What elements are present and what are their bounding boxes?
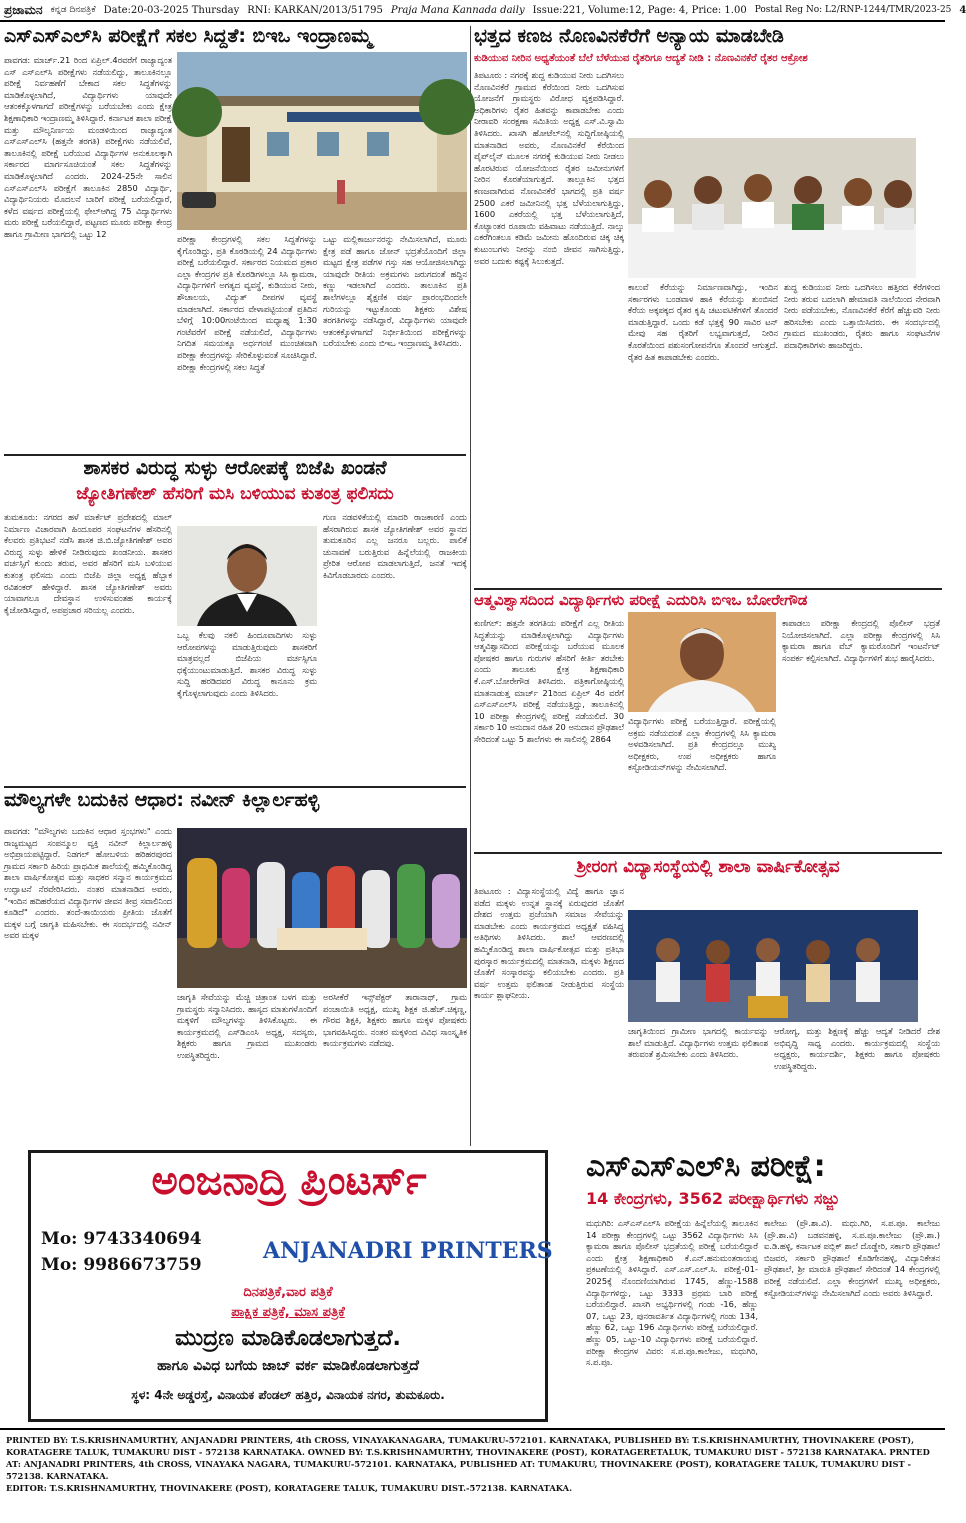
headline-sslc-madhugiri: ಎಸ್‌ಎಸ್‌ಎಲ್‌ಸಿ ಪರೀಕ್ಷೆ: bbox=[586, 1149, 826, 1184]
article-bjp-col3: ಗುಣ ನಡವಳಿಕೆಯಲ್ಲಿ ಮಾದರಿ ರಾಜಕಾರಣಿ ಎಂದು ಹೆಸರಾಗಿರುವ ಶಾಸಕ ಜ್ಯೋತಿಗಣೇಶ್ ಅವರ ಸ್ಥಾನದ ತುಮಕೂರಿನ ಎಲ್ಲ ಜನರೂ ಬಲ್ಲರು. ಪಾಲಿಕೆ ಚುನಾವಣೆ ಬರುತ್ತಿರುವ ಹಿನ್ನೆಲೆಯಲ್ಲಿ ರಾಜಕೀಯ ಪ್ರೇರಿತ ಆರೋಪ ಮಾಡಲಾಗುತ್ತಿದೆ, ಜನತೆ ಇದಕ್ಕೆ ಕಿವಿಗೊಡಬಾರದು ಎಂದರು. bbox=[323, 512, 467, 580]
mla-portrait-photo bbox=[177, 526, 317, 626]
press-meet-photo bbox=[628, 138, 916, 278]
ad-name-kannada: ಅಂಜನಾದ್ರಿ ಪ್ರಿಂಟರ್ಸ್ bbox=[151, 1158, 427, 1204]
page-number: 4 bbox=[959, 4, 966, 16]
article-sslc-madhugiri-col2: ಕಾಲೇಜು (ಪ್ರೌ.ಶಾ.ವಿ). ಮಧು.ಗಿರಿ, ಸ.ಪ.ಪೂ. ಕಾಲೇಜು (ಪ್ರೌ.ಶಾ.ವಿ) ಬಡವನಹಳ್ಳಿ, ಸ.ಪ.ಪೂ.ಕಾಲೇಜು (ಪ್ರೌ.ಶಾ.) ಐ.ಡಿ.ಹಳ್ಳಿ, ಕರ್ನಾಟಕ ಪಬ್ಲಿಕ್ ಶಾಲೆ ದೊಡ್ಡೇರಿ, ಸರ್ಕಾರಿ ಪ್ರೌಢಶಾಲೆ ಬಿಜವರ, ಸರ್ಕಾರಿ ಪ್ರೌಢಶಾಲೆ ಕೊಡಿಗೇನಹಳ್ಳಿ, ವಿದ್ಯಾನಿಕೇತನ ಪ್ರೌಢಶಾಲೆ, ಶ್ರೀ ಮಾರುತಿ ಪ್ರೌಢಶಾಲೆ ಸೇರಿದಂತೆ 14 ಕೇಂದ್ರಗಳಲ್ಲಿ ಪರೀಕ್ಷೆ ನಡೆಯಲಿದೆ. ಎಲ್ಲಾ ಕೇಂದ್ರಗಳಿಗೆ ಮುಖ್ಯ ಅಧೀಕ್ಷಕರು, ಕಸ್ಟೋಡಿಯನ್‌ಗಳನ್ನು ನೇಮಿಸಲಾಗಿದೆ ಎಂದು ಅವರು ತಿಳಿಸಿದ್ದಾರೆ. bbox=[764, 1218, 940, 1298]
newspaper-logo: ಪ್ರಜಾಮನ bbox=[4, 2, 43, 17]
ad-line-3: ಮುದ್ರಣ ಮಾಡಿಕೊಡಲಾಗುತ್ತದೆ. bbox=[175, 1326, 401, 1351]
section-divider bbox=[4, 454, 466, 456]
school-event-photo bbox=[177, 828, 467, 988]
article-bjp-col2: ಒಬ್ಬ ಕೆಲವು ನಕಲಿ ಹಿಂದೂವಾದಿಗಳು ಸುಳ್ಳು ಆರೋಪಗಳನ್ನು ಮಾಡುತ್ತಿರುವುದು ಶಾಸಕರಿಗೆ ಮಾತ್ರವಲ್ಲದೆ ಬಿಜೆಪಿಯ ವರ್ಚಸ್ಸಿಗೂ ಧಕ್ಕೆಯುಂಟುಮಾಡುತ್ತಿದೆ. ಶಾಸಕರ ವಿರುದ್ಧ ಸುಳ್ಳು ಸುದ್ದಿ ಹರಡಿದವರ ವಿರುದ್ಧ ಕಾನೂನು ಕ್ರಮ ಕೈಗೊಳ್ಳಲಾಗುವುದು ಎಂದು ತಿಳಿಸಿದರು. bbox=[177, 630, 317, 698]
imprint-footer bbox=[0, 1428, 945, 1523]
article-boregowda-col1: ಕುಣಿಗಲ್: ಹತ್ತನೇ ತರಗತಿಯ ಪರೀಕ್ಷೆಗೆ ಎಲ್ಲ ರೀತಿಯ ಸಿದ್ಧತೆಯನ್ನು ಮಾಡಿಕೊಳ್ಳಲಾಗಿದ್ದು ವಿದ್ಯಾರ್ಥಿಗಳು ಆತ್ಮವಿಶ್ವಾಸದಿಂದ ಪರೀಕ್ಷೆಯನ್ನು ಬರೆಯುವ ಮೂಲಕ ಪೋಷಕರ ಹಾಗೂ ಗುರುಗಳ ಹೆಸರಿಗೆ ಕೀರ್ತಿ ತರಬೇಕು ಎಂದು ತಾಲೂಕು ಕ್ಷೇತ್ರ ಶಿಕ್ಷಣಾಧಿಕಾರಿ ಕೆ.ಎಸ್.ಬೋರೇಗೌಡ ತಿಳಿಸಿದರು. ಪತ್ರಿಕಾಗೋಷ್ಠಿಯಲ್ಲಿ ಮಾತನಾಡುತ್ತ ಮಾರ್ಚ್ 21ರಿಂದ ಏಪ್ರಿಲ್ 4ರ ವರೆಗೆ ಎಸ್ಎಸ್ಎಲ್‌ಸಿ ಪರೀಕ್ಷೆ ನಡೆಯುತ್ತಿದ್ದು, ತಾಲೂಕಿನಲ್ಲಿ 10 ಪರೀಕ್ಷಾ ಕೇಂದ್ರಗಳಲ್ಲಿ ಪರೀಕ್ಷೆ ನಡೆಯಲಿದೆ. 30 ಸರ್ಕಾರಿ 10 ಅನುದಾನ ರಹಿತ 20 ಅನುದಾನ ಪ್ರೌಢಶಾಲೆ ಸೇರಿದಂತೆ ಒಟ್ಟು 5 ಶಾಲೆಗಳು ಈ ಸಾಲಿನಲ್ಲಿ 2864 bbox=[474, 618, 624, 744]
date: Date:20-03-2025 Thursday bbox=[103, 4, 240, 16]
rni: RNI: KARKAN/2013/51795 bbox=[247, 4, 383, 16]
ad-phone-1: Mo: 9743340694 bbox=[41, 1229, 202, 1249]
article-nonavinakere-col2: ಕಾಲುವೆ ಕೆರೆಯನ್ನು ನಿರ್ಮಾಣವಾಗಿದ್ದು, ಇಂದಿನ ಸರ್ಕಾರಗಳು ಬಂಡವಾಳ ಹಾಕಿ ಕೆರೆಯನ್ನು ತುಂಬಿಸದೆ ಕೆರೆಯ ಅಕ್ಕಪಕ್ಕದ ರೈತರ ಕೃಷಿ ಚಟುವಟಿಕೆಗಳಿಗೆ ತೊಂದರೆ ಮಾಡುತ್ತಿದ್ದಾರೆ. ಒಂದು ಕಡೆ ಭತ್ತಕ್ಕೆ 90 ಸಾವಿರ ಟನ್ ಮೇವು ಸಹ ರೈತರಿಗೆ ಲಭ್ಯವಾಗುತ್ತದೆ, ನೀರಿನ ಕೊರತೆಯಿಂದ ಪಶುಸಂಗೋಪನೆಗೂ ತೊಂದರೆ ಆಗುತ್ತದೆ. ರೈತರ ಹಿತ ಕಾಪಾಡಬೇಕು ಎಂದರು. bbox=[628, 282, 778, 362]
subhead-bjp: ಜ್ಯೋತಿಗಣೇಶ್ ಹೆಸರಿಗೆ ಮಸಿ ಬಳಿಯುವ ಕುತಂತ್ರ ಫಲಿಸದು bbox=[76, 484, 394, 504]
tagline: ಕನ್ನಡ ದಿನಪತ್ರಿಕೆ bbox=[50, 5, 96, 15]
headline-nonavinakere: ಭತ್ತದ ಕಣಜ ನೊಣವಿನಕೆರೆಗೆ ಅನ್ಯಾಯ ಮಾಡಬೇಡಿ bbox=[474, 25, 784, 47]
ad-line-2: ಪಾಕ್ಷಿಕ ಪತ್ರಿಕೆ, ಮಾಸ ಪತ್ರಿಕೆ bbox=[231, 1305, 345, 1320]
ad-line-4: ಹಾಗೂ ವಿವಿಧ ಬಗೆಯ ಜಾಬ್ ವರ್ಕ ಮಾಡಿಕೊಡಲಾಗುತ್ತದೆ bbox=[157, 1358, 419, 1374]
headline-boregowda: ಆತ್ಮವಿಶ್ವಾಸದಿಂದ ವಿದ್ಯಾರ್ಥಿಗಳು ಪರೀಕ್ಷೆ ಎದುರಿಸಿ ಬಿಇಒ ಬೋರೇಗೌಡ bbox=[474, 591, 808, 609]
editor-line: EDITOR: T.S.KRISHNAMURTHY, THOVINAKERE (POST), KORATAGERE TALUK, TUMAKURU DIST.-572138. KARNATAKA. bbox=[6, 1483, 572, 1493]
masthead bbox=[0, 0, 966, 22]
section-divider bbox=[474, 588, 942, 590]
imprint-text: PRINTED BY: T.S.KRISHNAMURTHY, ANJANADRI PRINTERS, 4th CROSS, VINAYAKANAGARA, TUMAKURU-572101. KARNATAKA, PUBLISHED BY: T.S.KRISHNAMURTHY, THOVINAKERE (POST), KORATAGERE TALUK, TUMAKURU DIST - 572138 KARNATAKA. OWNED BY: T.S.KRISHNAMURTHY, THOVINAKERE (POST), KORATAGERETALUK, TUMAKURU DIST - 572138 KARNATAKA. PRNTED AT: ANJANADRI PRINTERS, 4th CROSS, VINAYAKA NAGARA, TUMAKURU-572101. KARNATAKA, PUBLISHED AT: TUMAKURU, THOVINAKERE (POST), KORATAGERE TALUK, TUMAKURU DIST - 572138. KARNATAKA. bbox=[6, 1435, 930, 1481]
ad-address: ಸ್ಥಳ: 4ನೇ ಅಡ್ಡರಸ್ತೆ, ವಿನಾಯಕ ಪೆಂಡಲ್ ಹತ್ತಿರ, ವಿನಾಯಕ ನಗರ, ತುಮಕೂರು. bbox=[131, 1388, 445, 1402]
school-building-photo bbox=[177, 52, 467, 230]
issue-info: Issue:221, Volume:12, Page: 4, Price: 1.00 bbox=[532, 4, 747, 16]
ad-name-english: ANJANADRI PRINTERS bbox=[263, 1238, 553, 1264]
headline-srirang: ಶ್ರೀರಂಗ ವಿದ್ಯಾಸಂಸ್ಥೆಯಲ್ಲಿ ಶಾಲಾ ವಾರ್ಷಿಕೋತ್ಸವ bbox=[576, 857, 840, 877]
section-divider bbox=[4, 786, 466, 788]
article-bjp-col1: ತುಮಕೂರು: ನಗರದ ಹಳೆ ಮಾರ್ಕೆಟ್ ಪ್ರದೇಶದಲ್ಲಿ ಮಾಲ್ ನಿರ್ಮಾಣ ವಿಚಾರವಾಗಿ ಹಿಂದೂಪರ ಸಂಘಟನೆಗಳ ಹೆಸರಿನಲ್ಲಿ ಕೆಲವರು ಪ್ರತಿಭಟನೆ ನಡೆಸಿ ಶಾಸಕ ಜಿ.ಬಿ.ಜ್ಯೋತಿಗಣೇಶ್ ಅವರ ವಿರುದ್ಧ ಸುಳ್ಳು ಹೇಳಿಕೆ ನೀಡಿರುವುದು ಖಂಡನೀಯ. ಶಾಸಕರ ವರ್ಚಸ್ಸಿಗೆ ಕುಂದು ತರುವ, ಅವರ ಹೆಸರಿಗೆ ಮಸಿ ಬಳಿಯುವ ಕುತಂತ್ರ ಫಲಿಸದು ಎಂದು ಬಿಜೆಪಿ ಜಿಲ್ಲಾ ಅಧ್ಯಕ್ಷ ಹೆಬ್ಬಾಕ ರವಿಶಂಕರ್ ಹೇಳಿದ್ದಾರೆ. ಶಾಸಕ ಜ್ಯೋತಿಗಣೇಶ್ ಅವರು ಯಾವಾಗಲೂ ದೇವಸ್ಥಾನ ಉಳಿಸುವಂತಹ ಕಾರ್ಯಕ್ಕೆ ಕೈಜೋಡಿಸಿದ್ದಾರೆ, ಅಪಪ್ರಚಾರ ಸರಿಯಲ್ಲ ಎಂದರು. bbox=[4, 512, 172, 615]
article-boregowda-col3: ಕಾಪಾಡಲು ಪರೀಕ್ಷಾ ಕೇಂದ್ರದಲ್ಲಿ ಪೊಲೀಸ್ ಭದ್ರತೆ ನಿಯೋಜಿಸಲಾಗಿದೆ. ಎಲ್ಲಾ ಪರೀಕ್ಷಾ ಕೇಂದ್ರಗಳಲ್ಲಿ ಸಿಸಿ ಕ್ಯಾಮರಾ ಹಾಗೂ ವೆಬ್ ಕ್ಯಾಮರೊಂದಿಗೆ ಇಂಟರ್ನೆಟ್ ಸಂಪರ್ಕ ಕಲ್ಪಿಸಲಾಗಿದೆ. ವಿದ್ಯಾರ್ಥಿಗಳಿಗೆ ಶುಭ ಹಾರೈಸಿದರು. bbox=[782, 618, 940, 663]
article-naveen-col1: ಪಾವಗಡ: "ಮೌಲ್ಯಗಳು ಬದುಕಿನ ಆಧಾರ ಸ್ತಂಭಗಳು" ಎಂದು ರಾಜ್ಯಮಟ್ಟದ ಸಂಪನ್ಮೂಲ ವ್ಯಕ್ತಿ ನವೀನ್ ಕಿಲ್ಲಾರ್ಲಹಳ್ಳಿ ಅಭಿಪ್ರಾಯಪಟ್ಟಿದ್ದಾರೆ. ನಿಡಗಲ್ ಹೋಬಳಿಯ ಹರಿಹರಪುರದ ಗ್ರಾಮದ ಸರ್ಕಾರಿ ಹಿರಿಯ ಪ್ರಾಥಮಿಕ ಶಾಲೆಯಲ್ಲಿ ಹಮ್ಮಿಕೊಂಡಿದ್ದ ಶಾಲಾ ವಾರ್ಷಿಕೋತ್ಸವ ಮತ್ತು ಸಾಧಕರ ಸನ್ಮಾನ ಕಾರ್ಯಕ್ರಮದ ಉದ್ಘಾಟನೆ ನೆರವೇರಿಸಿದರು. ನಂತರ ಮಾತನಾಡಿದ ಅವರು, "ಇಂದಿನ ಹದಿಹರೆಯದ ವಿದ್ಯಾರ್ಥಿಗಳ ಜೀವನ ತೀವ್ರ ಸವಾಲಿನಿಂದ ಕೂಡಿದೆ" ಎಂದರು. ತಂದೆ-ತಾಯಿಯರು ಪ್ರೀತಿಯ ಜೊತೆಗೆ ಮಕ್ಕಳ ಬಗ್ಗೆ ಜಾಗೃತಿ ಮಹಿಸಬೇಕು. ಈ ಸಂದರ್ಭದಲ್ಲಿ ನವೀನ್ ಅವರ ಮಕ್ಕಳ bbox=[4, 826, 172, 941]
subhead-sslc-madhugiri: 14 ಕೇಂದ್ರಗಳು, 3562 ಪರೀಕ್ಷಾರ್ಥಿಗಳು ಸಜ್ಜು bbox=[586, 1189, 840, 1208]
postal-reg: Postal Reg No: L2/RNP-1244/TMR/2023-25 bbox=[754, 5, 952, 15]
article-sslc-ready-col3: ಒಟ್ಟು ಮಲ್ಲಿಕಾರ್ಜುನರನ್ನು ನೇಮಿಸಲಾಗಿದೆ, ಮೂರು ಕ್ಷೇತ್ರ ಪಡೆ ಹಾಗೂ ಜೋನ್ ಭದ್ರತೆಯೊಂದಿಗೆ ಜಿಲ್ಲಾ ಮಟ್ಟದ ಕ್ಷೇತ್ರ ಪಡೆಗಳ ಗಸ್ತು ಸಹ ಆಯೋಜಿಸಲಾಗಿದ್ದು ಯಾವುದೇ ರೀತಿಯ ಅಕ್ರಮಗಳು ಜರುಗದಂತೆ ಹದ್ದಿನ ಕಣ್ಣು ಇಡಲಾಗಿದೆ ಎಂದರು. ತಾಲೂಕಿನ ಪ್ರತಿ ಶಾಲೆಗಳಲ್ಲೂ ಶೈಕ್ಷಣಿಕ ವರ್ಷ ಪ್ರಾರಂಭದಿಂದಲೇ ಗುರಿಯನ್ನು ಇಟ್ಟುಕೊಂಡು ಶಿಕ್ಷಕರು ವಿಶೇಷ ತರಗತಿಗಳನ್ನು ನಡೆಸಿದ್ದಾರೆ, ವಿದ್ಯಾರ್ಥಿಗಳು ಯಾವುದೇ ಆತಂಕಕ್ಕೊಳಗಾಗದೆ ನಿರ್ಭೀತಿಯಿಂದ ಪರೀಕ್ಷೆಗಳನ್ನು ಬರೆಯಬೇಕು ಎಂದು ಬಿಇಒ ಇಂದ್ರಾಣಮ್ಮ ತಿಳಿಸಿದರು. bbox=[323, 234, 467, 349]
beo-portrait-photo bbox=[628, 612, 776, 712]
article-srirang-col3: ಆರೋಗ್ಯ, ಮತ್ತು ಶಿಕ್ಷಣಕ್ಕೆ ಹೆಚ್ಚು ಆದ್ಯತೆ ನೀಡಿದರೆ ದೇಶ ಅಭಿವೃದ್ಧಿ ಸಾಧ್ಯ ಎಂದರು. ಕಾರ್ಯಕ್ರಮದಲ್ಲಿ ಸಂಸ್ಥೆಯ ಅಧ್ಯಕ್ಷರು, ಕಾರ್ಯದರ್ಶಿ, ಶಿಕ್ಷಕರು ಹಾಗೂ ಪೋಷಕರು ಉಪಸ್ಥಿತರಿದ್ದರು. bbox=[774, 1026, 940, 1071]
anjanadri-printers-ad bbox=[28, 1150, 553, 1422]
article-naveen-col2: ಜಾಗೃತಿ ಸೇವೆಯನ್ನು ಮೆಚ್ಚಿ ಚಿತ್ರಾಂತ ಬಳಗ ಮತ್ತು ಗ್ರಾಮಸ್ಥರು ಸನ್ಮಾನಿಸಿದರು. ಹಾಸ್ಯದ ಮಾತುಗಳೊಂದಿಗೆ ಮಕ್ಕಳಿಗೆ ಮೌಲ್ಯಗಳನ್ನು ತಿಳಿಸಿಕೊಟ್ಟರು. ಈ ಕಾರ್ಯಕ್ರಮದಲ್ಲಿ ಎಸ್‌ಡಿಎಂಸಿ ಅಧ್ಯಕ್ಷ, ಸದಸ್ಯರು, ಶಿಕ್ಷಕರು ಹಾಗೂ ಗ್ರಾಮದ ಮುಖಂಡರು ಉಪಸ್ಥಿತರಿದ್ದರು. bbox=[177, 992, 317, 1060]
headline-sslc-ready: ಎಸ್‌ಎಸ್‌ಎಲ್‌ಸಿ ಪರೀಕ್ಷೆಗೆ ಸಕಲ ಸಿದ್ದತೆ: ಬಿಇಒ ಇಂದ್ರಾಣಮ್ಮ bbox=[4, 25, 372, 47]
subhead-nonavinakere: ಕುಡಿಯುವ ನೀರಿನ ಅಧ್ಯತೆಯಂತೆ ಬೆಲೆ ಬೆಳೆಯುವ ರೈತರಿಗೂ ಆದ್ಯತೆ ನೀಡಿ : ನೊಣವಿನಕೆರೆ ರೈತರ ಆಕ್ರೋಶ bbox=[474, 53, 808, 64]
headline-naveen: ಮೌಲ್ಯಗಳೇ ಬದುಕಿನ ಆಧಾರ: ನವೀನ್ ಕಿಲ್ಲಾರ್ಲಹಳ್ಳಿ bbox=[4, 789, 320, 811]
article-nonavinakere-col3: ಶುದ್ಧ ಕುಡಿಯುವ ನೀರು ಒದಗಿಸಲು ಹತ್ತಿರದ ಕೆರೆಗಳಿಂದ ನೀರು ತರುವ ಬದಲಾಗಿ ಹೇಮಾವತಿ ನಾಲೆಯಿಂದ ನೇರವಾಗಿ ನೀರು ಪಡೆಯಬೇಕು, ನೊಣವಿನಕೆರೆ ಕೆರೆಗೆ ಹೆಚ್ಚುವರಿ ನೀರು ಹರಿಸಬೇಕು ಎಂದು ಒತ್ತಾಯಿಸಿದರು. ಈ ಸಂದರ್ಭದಲ್ಲಿ ಗ್ರಾಮದ ಮುಖಂಡರು, ರೈತರು ಹಾಗೂ ಸಂಘಟನೆಗಳ ಪದಾಧಿಕಾರಿಗಳು ಹಾಜರಿದ್ದರು. bbox=[784, 282, 940, 350]
column-divider bbox=[470, 26, 471, 1146]
section-divider bbox=[474, 852, 942, 854]
article-naveen-col3: ಅರಸೀಕೆರೆ ಇನ್ಸ್‌ಪೆಕ್ಟರ್ ತಾರಾನಾಥ್, ಗ್ರಾಮ ಪಂಚಾಯಿತಿ ಅಧ್ಯಕ್ಷ, ಮುಖ್ಯ ಶಿಕ್ಷಕ ಜಿ.ಹೆಚ್.ಚಿಕ್ಕಣ್ಣ, ಗೌರವ ಶಿಕ್ಷಕಿ, ಶಿಕ್ಷಕರು ಹಾಗೂ ಮಕ್ಕಳ ಪೋಷಕರು ಭಾಗವಹಿಸಿದ್ದರು. ನಂತರ ಮಕ್ಕಳಿಂದ ವಿವಿಧ ಸಾಂಸ್ಕೃತಿಕ ಕಾರ್ಯಕ್ರಮಗಳು ನಡೆದವು. bbox=[323, 992, 467, 1049]
article-boregowda-col2: ವಿದ್ಯಾರ್ಥಿಗಳು ಪರೀಕ್ಷೆ ಬರೆಯುತ್ತಿದ್ದಾರೆ. ಪರೀಕ್ಷೆಯಲ್ಲಿ ಅಕ್ರಮ ನಡೆಯದಂತೆ ಎಲ್ಲಾ ಕೇಂದ್ರಗಳಲ್ಲಿ ಸಿಸಿ ಕ್ಯಾಮರಾ ಅಳವಡಿಸಲಾಗಿದೆ. ಪ್ರತಿ ಕೇಂದ್ರದಲ್ಲೂ ಮುಖ್ಯ ಅಧೀಕ್ಷಕರು, ಉಪ ಅಧೀಕ್ಷಕರು ಹಾಗೂ ಕಸ್ಟೋಡಿಯನ್‌ಗಳನ್ನು ನೇಮಿಸಲಾಗಿದೆ. bbox=[628, 716, 776, 773]
article-srirang-col1: ತಿಪಟೂರು : ವಿದ್ಯಾಸಂಸ್ಥೆಯಲ್ಲಿ ವಿದ್ಯೆ ಹಾಗೂ ಜ್ಞಾನ ಪಡೆದ ಮಕ್ಕಳು ಉನ್ನತ ಸ್ಥಾನಕ್ಕೆ ಏರುವುದರ ಜೊತೆಗೆ ದೇಶದ ಉತ್ತಮ ಪ್ರಜೆಯಾಗಿ ಸಮಾಜ ಸೇವೆಯನ್ನು ಮಾಡಬೇಕು ಎಂದು ಕಾರ್ಯಕ್ರಮದ ಅಧ್ಯಕ್ಷತೆ ವಹಿಸಿದ್ದ ಅತಿಥಿಗಳು ತಿಳಿಸಿದರು. ಶಾಲೆ ಆವರಣದಲ್ಲಿ ಹಮ್ಮಿಕೊಂಡಿದ್ದ ಶಾಲಾ ವಾರ್ಷಿಕೋತ್ಸವ ಮತ್ತು ಪ್ರತಿಭಾ ಪುರಸ್ಕಾರ ಕಾರ್ಯಕ್ರಮದಲ್ಲಿ ಮಾತನಾಡಿ, ಮಕ್ಕಳು ಶಿಕ್ಷಣದ ಜೊತೆಗೆ ಸಂಸ್ಕಾರವನ್ನು ಕಲಿಯಬೇಕು ಎಂದರು. ಪ್ರತಿ ವರ್ಷ ಉತ್ತಮ ಫಲಿತಾಂಶ ನೀಡುತ್ತಿರುವ ಸಂಸ್ಥೆಯ ಕಾರ್ಯ ಶ್ಲಾಘನೀಯ. bbox=[474, 886, 624, 1001]
article-sslc-ready-col1: ಪಾವಗಡ: ಮಾರ್ಚ್.21 ರಿಂದ ಏಪ್ರಿಲ್.4ರವರೆಗೆ ರಾಜ್ಯಾದ್ಯಂತ ಎಸ್ ಎಸ್ಎಲ್‌ಸಿ ಪರೀಕ್ಷೆಗಳು ನಡೆಯಲಿದ್ದು, ತಾಲೂಕಿನಲ್ಲೂ ಪರೀಕ್ಷೆ ನಿರ್ವಹಣೆಗೆ ಬೇಕಾದ ಸಕಲ ಸಿದ್ಧತೆಗಳನ್ನು ಮಾಡಿಕೊಳ್ಳಲಾಗಿದೆ, ವಿದ್ಯಾರ್ಥಿಗಳು ಯಾವುದೇ ಆತಂಕಕ್ಕೊಳಗಾಗದೆ ಪರೀಕ್ಷೆಗಳನ್ನು ಬರೆಯಬೇಕು ಎಂದು ಕ್ಷೇತ್ರ ಶಿಕ್ಷಣಾಧಿಕಾರಿ ಇಂದ್ರಾಣಮ್ಮ ತಿಳಿಸಿದ್ದಾರೆ. ಕರ್ನಾಟಕ ಶಾಲಾ ಪರೀಕ್ಷೆ ಮತ್ತು ಮೌಲ್ಯನಿರ್ಣಯ ಮಂಡಳಿಯಿಂದ ರಾಜ್ಯಾದ್ಯಂತ ಎಸ್ಎಸ್ಎಲ್‌ಸಿ (ಹತ್ತನೇ ತರಗತಿ) ಪರೀಕ್ಷೆಗಳು ನಡೆಯಲಿವೆ, ತಾಲೂಕಿನಲ್ಲಿ ಪರೀಕ್ಷೆ ಬರೆಯುವ ವಿದ್ಯಾರ್ಥಿಗಳ ಅನುಕೂಲಕ್ಕಾಗಿ ಸರ್ಕಾರದ ಮಾರ್ಗಸೂಚಿಯಂತೆ ಸಕಲ ಸಿದ್ದತೆಗಳನ್ನು ಮಾಡಿಕೊಳ್ಳಲಾಗಿದೆ ಎಂದರು. 2024-25ನೇ ಸಾಲಿನ ಎಸ್ಎಸ್ಎಲ್‌ಸಿ ಪರೀಕ್ಷೆಗೆ ತಾಲೂಕಿನ 2850 ವಿದ್ಯಾರ್ಥಿ, ವಿದ್ಯಾರ್ಥಿನಿಯರು ಮೊದಲನೆ ಬಾರಿಗೆ ಪರೀಕ್ಷೆ ಬರೆಯಲಿದ್ದಾರೆ, ಕಳೆದ ವರ್ಷದ ಪರೀಕ್ಷೆಯಲ್ಲಿ ಫೇಲ್‌ಆಗಿದ್ದ 75 ವಿದ್ಯಾರ್ಥಿಗಳು ಮರು ಪರೀಕ್ಷೆ ಬರೆಯಲಿದ್ದಾರೆ, ಪಟ್ಟಣದ ಮೂರು ಪರೀಕ್ಷಾ ಕೇಂದ್ರ ಹಾಗೂ ಗ್ರಾಮೀಣ ಭಾಗದಲ್ಲಿ ಒಟ್ಟು 12 bbox=[4, 55, 172, 239]
article-sslc-madhugiri-col1: ಮಧುಗಿರಿ: ಎಸ್ಎಸ್ಎಲ್‌ಸಿ ಪರೀಕ್ಷೆಯ ಹಿನ್ನೆಲೆಯಲ್ಲಿ ತಾಲೂಕಿನ 14 ಪರೀಕ್ಷಾ ಕೇಂದ್ರಗಳಲ್ಲಿ ಒಟ್ಟು 3562 ವಿದ್ಯಾರ್ಥಿಗಳು ಸಿಸಿ ಕ್ಯಾಮರಾ ಹಾಗೂ ಪೊಲೀಸ್ ಭದ್ರತೆಯಲ್ಲಿ ಪರೀಕ್ಷೆ ಬರೆಯಲಿದ್ದಾರೆ ಎಂದು ಕ್ಷೇತ್ರ ಶಿಕ್ಷಣಾಧಿಕಾರಿ ಕೆ.ಎನ್.ಹನುಮಂತರಾಯಪ್ಪ ಪ್ರಕಟಣೆಯಲ್ಲಿ ತಿಳಿಸಿದ್ದಾರೆ. ಎಸ್.ಎಸ್.ಎಲ್.ಸಿ. ಪರೀಕ್ಷೆ-01-2025ಕ್ಕೆ ನೊಂದಣಿಯಾಗಿರುವ 1745, ಹೆಣ್ಣು-1588 ವಿದ್ಯಾರ್ಥಿಗಳಿದ್ದು, ಒಟ್ಟು 3333 ಪ್ರಥಮ ಬಾರಿ ಪರೀಕ್ಷೆ ಬರೆಯಲಿದ್ದಾರೆ. ಖಾಸಗಿ ಅಭ್ಯರ್ಥಿಗಳಲ್ಲಿ ಗಂಡು -16, ಹೆಣ್ಣು 07, ಒಟ್ಟು 23, ಪುನರಾವರ್ತಿತ ವಿದ್ಯಾರ್ಥಿಗಳಲ್ಲಿ ಗಂಡು 134, ಹೆಣ್ಣು 62, ಒಟ್ಟು 196 ವಿದ್ಯಾರ್ಥಿಗಳು ಪರೀಕ್ಷೆ ಬರೆಯಲಿದ್ದಾರೆ. ಹೆಣ್ಣು 05, ಒಟ್ಟು-10 ವಿದ್ಯಾರ್ಥಿಗಳು ಪರೀಕ್ಷೆ ಬರೆಯಲಿದ್ದಾರೆ. ಪರೀಕ್ಷಾ ಕೇಂದ್ರಗಳ ವಿವರ: ಸ.ಪ.ಪೂ.ಕಾಲೇಜು, ಮಧುಗಿರಿ, ಸ.ಪ.ಪೂ. bbox=[586, 1218, 758, 1368]
ad-line-1: ದಿನಪತ್ರಿಕೆ,ವಾರ ಪತ್ರಿಕೆ bbox=[243, 1285, 333, 1300]
ad-phone-2: Mo: 9986673759 bbox=[41, 1255, 202, 1275]
school-annual-day-photo bbox=[628, 910, 918, 1022]
article-nonavinakere-col1: ತಿಪಟೂರು : ನಗರಕ್ಕೆ ಶುದ್ದ ಕುಡಿಯುವ ನೀರು ಒದಗಿಸಲು ನೊಣವಿನಕೆರೆ ಗ್ರಾಮದ ಕೆರೆಯಿಂದ ನೀರು ಒದಗಿಸುವ ಯೋಜನೆಗೆ ಗ್ರಾಮಸ್ಥರು ವಿರೋಧ ವ್ಯಕ್ತಪಡಿಸಿದ್ದಾರೆ. ಅಧಿಕಾರಿಗಳು ರೈತರ ಹಿತವನ್ನು ಕಾಪಾಡಬೇಕು ಎಂದು ನೀರಾವರಿ ಸಂರಕ್ಷಣಾ ಸಮಿತಿಯ ಅಧ್ಯಕ್ಷ ಎಸ್.ವಿ.ಸ್ವಾಮಿ ತಿಳಿಸಿದರು. ಖಾಸಗಿ ಹೋಟೆಲ್‌ನಲ್ಲಿ ಸುದ್ದಿಗೋಷ್ಠಿಯಲ್ಲಿ ಮಾತನಾಡಿದ ಅವರು, ನೊಣವಿನಕೆರೆ ಕೆರೆಯಿಂದ ಪೈಪ್‌ಲೈನ್ ಮೂಲಕ ನಗರಕ್ಕೆ ಕುಡಿಯುವ ನೀರು ನೀಡಲು ಹೊರಟಿರುವ ಯೋಜನೆಯಿಂದ ರೈತರ ಜಮೀನುಗಳಿಗೆ ನೀರಿನ ಕೊರತೆಯಾಗುತ್ತದೆ. ತಾಲ್ಲೂಕಿನ ಭತ್ತದ ಕಣಜವಾಗಿರುವ ನೊಣವಿನಕೆರೆ ಭಾಗದಲ್ಲಿ ಪ್ರತಿ ವರ್ಷ 2500 ಎಕರೆ ಜಮೀನಿನಲ್ಲಿ ಭತ್ತ ಬೆಳೆಯಲಾಗುತ್ತಿದ್ದು, 1600 ಎಕರೆಯಲ್ಲಿ ಭತ್ತ ಬೆಳೆಯಲಾಗುತ್ತಿದೆ, ಕೊಟ್ಯಾಂತರ ರೂಪಾಯಿ ವಹಿವಾಟು ನಡೆಯುತ್ತಿದೆ. ನಾಲ್ಕು ಎಕರೆಗಿಂತಲೂ ಕಡಿಮೆ ಜಮೀನು ಹೊಂದಿರುವ ಚಿಕ್ಕ ಚಿಕ್ಕ ಕುಟುಂಬಗಳು ನೀರನ್ನು ನಂಬಿ ಜೀವನ ಸಾಗಿಸುತ್ತಿದ್ದು, ಅವರ ಬದುಕು ಕಷ್ಟಕ್ಕೆ ಸಿಲುಕುತ್ತದೆ. bbox=[474, 70, 624, 266]
article-srirang-col2: ಜಾಗೃತಿಯಿಂದ ಗ್ರಾಮೀಣ ಭಾಗದಲ್ಲಿ ಕಾರ್ಯವನ್ನು ಶಾಲೆ ಮಾಡುತ್ತಿದೆ. ವಿದ್ಯಾರ್ಥಿಗಳು ಉತ್ತಮ ಫಲಿತಾಂಶ ತರುವಂತೆ ಶ್ರಮಿಸಬೇಕು ಎಂದು ತಿಳಿಸಿದರು. bbox=[628, 1026, 768, 1060]
paper-name: Praja Mana Kannada daily bbox=[390, 4, 525, 16]
article-sslc-ready-col2: ಪರೀಕ್ಷಾ ಕೇಂದ್ರಗಳಲ್ಲಿ ಸಕಲ ಸಿದ್ದತೆಗಳನ್ನು ಕೈಗೊಂಡಿದ್ದು, ಪ್ರತಿ ಕೊಠಡಿಯಲ್ಲಿ 24 ವಿದ್ಯಾರ್ಥಿಗಳು ಪರೀಕ್ಷೆ ಬರೆಯಲಿದ್ದಾರೆ. ಸರ್ಕಾರದ ನಿಯಮದ ಪ್ರಕಾರ ಎಲ್ಲಾ ಕೇಂದ್ರಗಳ ಪ್ರತಿ ಕೊಠಡಿಗಳಲ್ಲೂ ಸಿಸಿ ಕ್ಯಾಮರಾ, ವಿದ್ಯಾರ್ಥಿಗಳಿಗೆ ಅಗತ್ಯದ ವ್ಯವಸ್ಥೆ, ಕುಡಿಯುವ ನೀರು, ಶೌಚಾಲಯ, ವಿದ್ಯುತ್ ದೀಪಗಳ ವ್ಯವಸ್ಥೆ ಮಾಡಲಾಗಿದೆ. ಸರ್ಕಾರದ ವೇಳಾಪಟ್ಟಿಯಂತೆ ಪ್ರತಿದಿನ ಬೆಳಿಗ್ಗೆ 10:00ಗಂಟೆಯಿಂದ ಮಧ್ಯಾಹ್ನ 1:30 ಗಂಟೆವರೆಗೆ ಪರೀಕ್ಷೆ ನಡೆಯಲಿದೆ, ವಿದ್ಯಾರ್ಥಿಗಳು ನಿಗದಿತ ಸಮಯಕ್ಕೂ ಅರ್ಧಗಂಟೆ ಮುಂಚಿತವಾಗಿ ಪರೀಕ್ಷಾ ಕೇಂದ್ರಗಳನ್ನು ಸೇರಿಕೊಳ್ಳುವಂತೆ ಸೂಚಿಸಿದ್ದಾರೆ. ಪರೀಕ್ಷಾ ಕೇಂದ್ರಗಳಲ್ಲಿ ಸಕಲ ಸಿದ್ಧತೆ bbox=[177, 234, 317, 372]
headline-bjp: ಶಾಸಕರ ವಿರುದ್ಧ ಸುಳ್ಳು ಆರೋಪಕ್ಕೆ ಬಿಜೆಪಿ ಖಂಡನೆ bbox=[83, 457, 387, 479]
